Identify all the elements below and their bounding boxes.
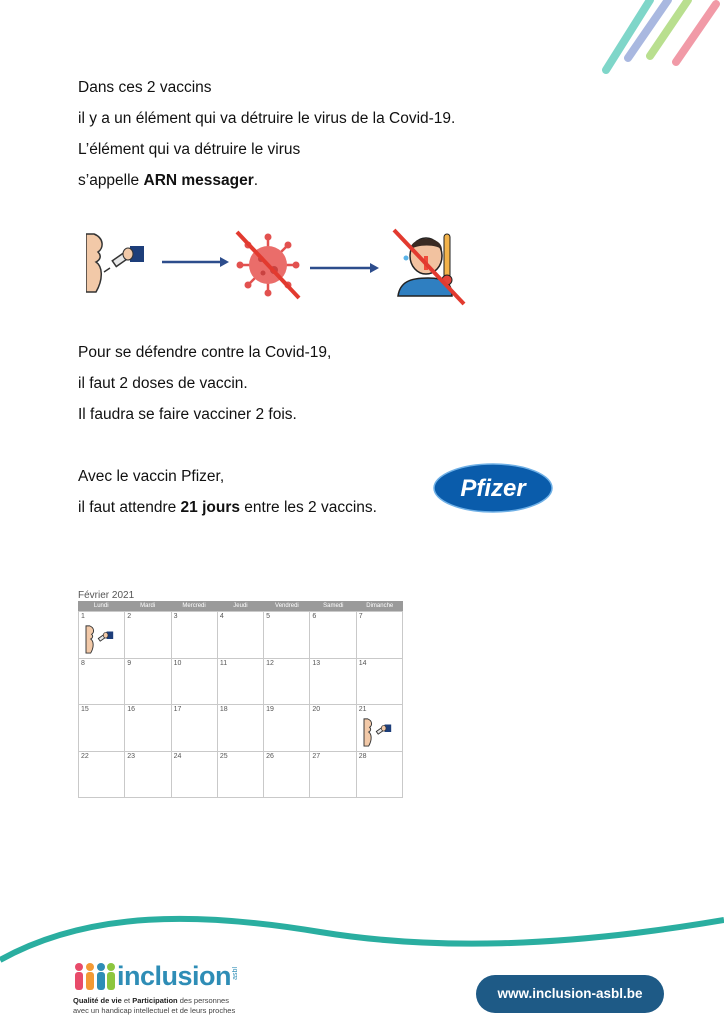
calendar-week — [79, 659, 403, 706]
calendar-day: 27 — [310, 752, 356, 799]
calendar-day: 22 — [79, 752, 125, 799]
calendar-title: Février 2021 — [78, 590, 135, 601]
calendar-day: 8 — [79, 659, 125, 706]
inclusion-logo-suffix: asbl — [232, 967, 239, 980]
calendar-day: 19 — [264, 705, 310, 752]
calendar-day: 11 — [218, 659, 264, 706]
text-line-4: s’appelle ARN messager. — [78, 172, 259, 189]
calendar-day: 20 — [310, 705, 356, 752]
calendar-week — [79, 612, 403, 659]
calendar-day: 9 — [125, 659, 171, 706]
text-line-5: Pour se défendre contre la Covid-19, — [78, 344, 332, 361]
calendar-day: 14 — [357, 659, 403, 706]
injection-icon — [363, 717, 395, 747]
calendar-day: 1 — [79, 612, 125, 659]
day-header: Jeudi — [233, 603, 248, 609]
calendar-header — [78, 601, 403, 611]
injection-icon — [85, 624, 117, 654]
calendar-day: 15 — [79, 705, 125, 752]
calendar-day: 28 — [357, 752, 403, 799]
calendar-day: 10 — [172, 659, 218, 706]
text-line-1: Dans ces 2 vaccins — [78, 79, 212, 96]
day-header: Lundi — [93, 603, 109, 609]
calendar-grid — [78, 611, 403, 798]
sick-person-crossed-icon — [388, 226, 468, 306]
calendar-day: 12 — [264, 659, 310, 706]
calendar — [78, 590, 403, 798]
day-header: Mercredi — [182, 603, 206, 609]
inclusion-logo-figures — [72, 962, 116, 992]
calendar-day: 7 — [357, 612, 403, 659]
calendar-day: 6 — [310, 612, 356, 659]
inclusion-logo-text: inclusion — [117, 961, 232, 991]
virus-crossed-icon — [233, 228, 303, 302]
calendar-day: 13 — [310, 659, 356, 706]
pfizer-logo — [432, 462, 554, 514]
21-jours-bold: 21 jours — [180, 499, 240, 516]
pfizer-logo-text: Pfizer — [460, 475, 526, 502]
day-header: Vendredi — [275, 603, 299, 609]
calendar-week — [79, 705, 403, 752]
text-line-8: Avec le vaccin Pfizer, — [78, 468, 225, 485]
calendar-day: 5 — [264, 612, 310, 659]
text-line-6: il faut 2 doses de vaccin. — [78, 375, 248, 392]
calendar-day: 3 — [172, 612, 218, 659]
injection-icon — [86, 230, 150, 294]
calendar-day: 4 — [218, 612, 264, 659]
corner-stripes-decoration — [590, 0, 724, 80]
day-header: Mardi — [140, 603, 156, 609]
calendar-day: 26 — [264, 752, 310, 799]
footer-tagline: Qualité de vie et Participation des personnes — [73, 996, 229, 1005]
calendar-day: 2 — [125, 612, 171, 659]
text-line-2: il y a un élément qui va détruire le virus de la Covid-19. — [78, 110, 456, 127]
arn-messager-bold: ARN messager — [143, 172, 254, 189]
calendar-day: 17 — [172, 705, 218, 752]
day-header: Samedi — [323, 603, 344, 609]
website-link[interactable]: www.inclusion-asbl.be — [476, 975, 664, 1013]
calendar-day: 24 — [172, 752, 218, 799]
calendar-day: 23 — [125, 752, 171, 799]
calendar-day: 16 — [125, 705, 171, 752]
arrow-icon — [308, 262, 380, 274]
calendar-day: 21 — [357, 705, 403, 752]
text-line-9: il faut attendre 21 jours entre les 2 vaccins. — [78, 499, 377, 516]
text-line-7: Il faudra se faire vacciner 2 fois. — [78, 406, 297, 423]
calendar-day: 25 — [218, 752, 264, 799]
calendar-day: 18 — [218, 705, 264, 752]
text-line-3: L’élément qui va détruire le virus — [78, 141, 301, 158]
calendar-week — [79, 752, 403, 799]
day-header: Dimanche — [366, 603, 394, 609]
arrow-icon — [160, 256, 230, 268]
footer-tagline-line2: avec un handicap intellectuel et de leurs proches — [73, 1006, 236, 1015]
